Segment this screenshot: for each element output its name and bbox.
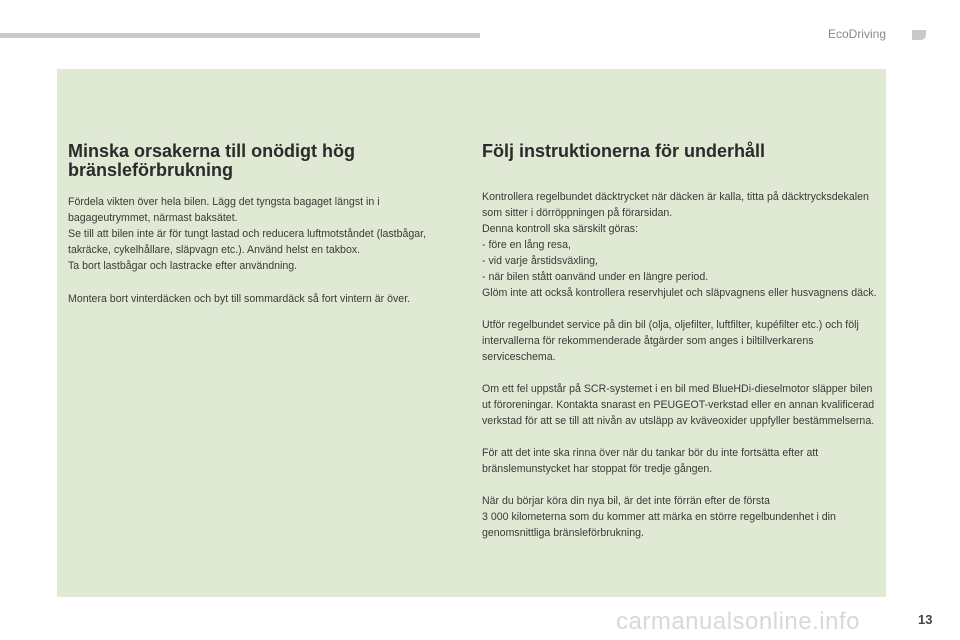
right-paragraph-3: Om ett fel uppstår på SCR-systemet i en bil med BlueHDi-dieselmotor släpper bilen ut föroreningar. Kontakta snarast en PEUGEOT-verkstad eller en annan kvalificerad verkstad för att se till att nivån av utsläpp av kväveoxider uppfyller bestämmelserna. bbox=[482, 383, 875, 427]
watermark: carmanualsonline.info bbox=[616, 608, 860, 635]
left-column bbox=[68, 142, 458, 307]
right-paragraph-4: För att det inte ska rinna över när du tankar bör du inte fortsätta efter att bränslemunstycket har stoppat för tredje gången. bbox=[482, 447, 819, 475]
page-number: 13 bbox=[918, 612, 933, 627]
header-rule bbox=[0, 33, 480, 38]
left-paragraph-2: Montera bort vinterdäcken och byt till sommardäck så fort vintern är över. bbox=[68, 293, 411, 305]
right-heading: Följ instruktionerna för underhåll bbox=[482, 141, 766, 161]
section-title: EcoDriving bbox=[827, 27, 886, 41]
right-column bbox=[482, 142, 878, 541]
right-paragraph-5: När du börjar köra din nya bil, är det inte förrän efter de första 3 000 kilometerna som du kommer att märka en större regelbundenhet i din genomsnittliga bränsleförbrukning. bbox=[482, 495, 836, 539]
left-heading: Minska orsakerna till onödigt hög bränsleförbrukning bbox=[68, 141, 356, 180]
left-paragraph-1: Fördela vikten över hela bilen. Lägg det tyngsta bagaget längst in i bagageutrymmet, närmast baksätet. Se till att bilen inte är för tungt lastad och reducera luftmotståndet (lastbågar, takräcke, cykelhållare, släpvagn etc.). Använd helst en takbox. Ta bort lastbågar och lastracke efter användning. bbox=[68, 196, 427, 272]
corner-tab-mark bbox=[912, 30, 926, 40]
right-paragraph-1: Kontrollera regelbundet däcktrycket när däcken är kalla, titta på däcktrycksdekalen som sitter i dörröppningen på förarsidan. Denna kontroll ska särskilt göras: - före en lång resa, - vid varje årstidsväxling, - när bilen stått oanvänd under en längre period. Glöm inte att också kontrollera reservhjulet och släpvagnens eller husvagnens däck. bbox=[482, 191, 877, 299]
right-paragraph-2: Utför regelbundet service på din bil (olja, oljefilter, luftfilter, kupéfilter etc.) och följ intervallerna för rekommenderade åtgärder som anges i biltillverkarens serviceschema. bbox=[482, 319, 859, 363]
